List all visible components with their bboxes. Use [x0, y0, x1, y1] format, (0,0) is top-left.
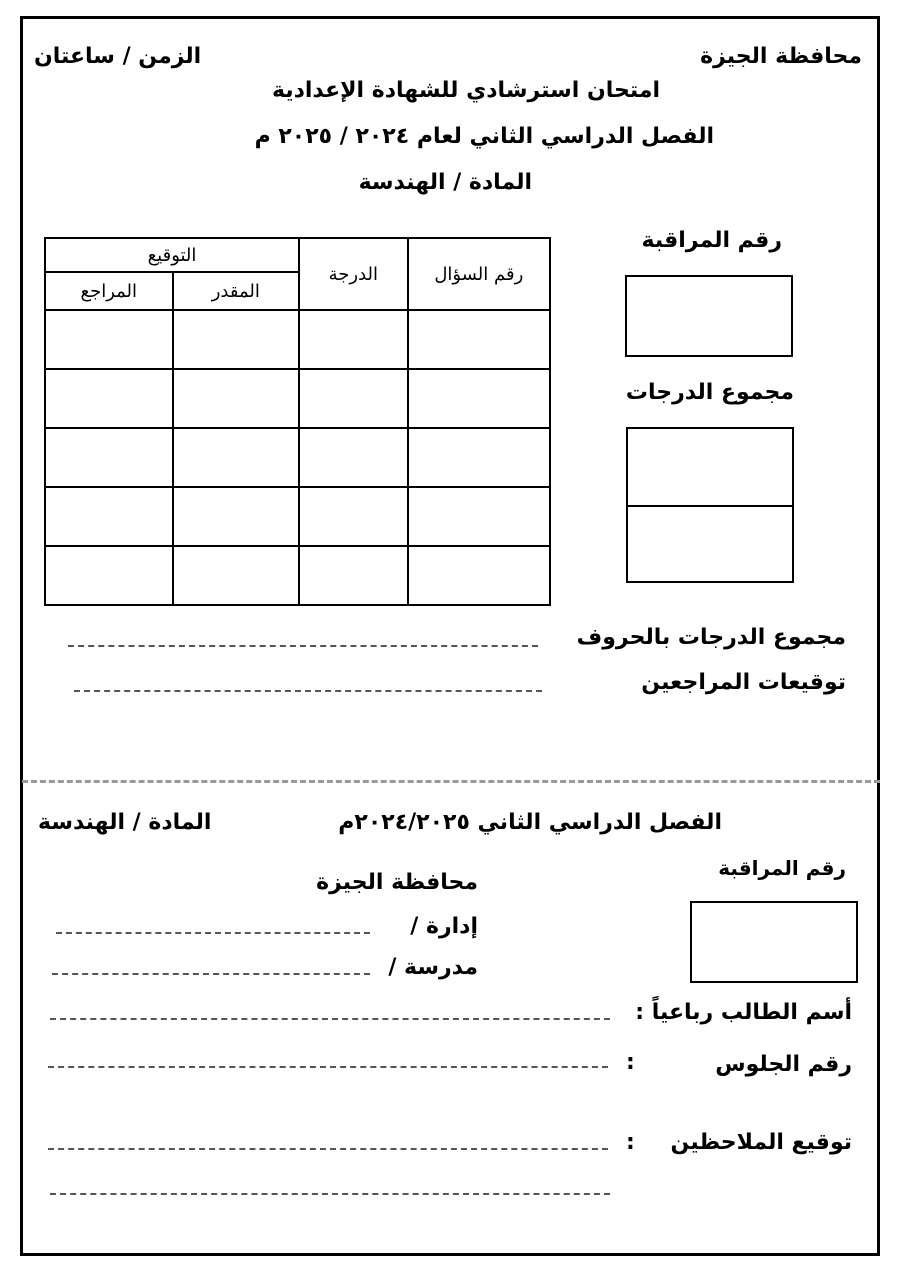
control-number-box[interactable] [625, 275, 793, 357]
reviewers-signatures-line[interactable] [74, 690, 542, 692]
seat-number-label: رقم الجلوس [715, 1052, 852, 1077]
table-cell[interactable] [299, 310, 408, 369]
table-cell[interactable] [173, 369, 299, 428]
table-cell[interactable] [299, 546, 408, 605]
bottom-control-number-box[interactable] [690, 901, 858, 983]
observers-signature-line-2[interactable] [50, 1193, 610, 1195]
subcolumn-reviewer: المراجع [45, 272, 173, 310]
table-cell[interactable] [173, 428, 299, 487]
table-cell[interactable] [45, 369, 173, 428]
subject-line: المادة / الهندسة [358, 170, 532, 195]
student-name-line[interactable] [50, 1018, 610, 1020]
table-row [45, 428, 550, 487]
seat-number-line[interactable] [48, 1066, 608, 1068]
bottom-subject-line: المادة / الهندسة [38, 810, 212, 835]
column-signature: التوقيع [45, 238, 299, 272]
table-row [45, 369, 550, 428]
table-cell[interactable] [408, 487, 550, 546]
table-cell[interactable] [45, 428, 173, 487]
table-cell[interactable] [408, 546, 550, 605]
school-line[interactable] [52, 973, 370, 975]
exam-title: امتحان استرشادي للشهادة الإعدادية [272, 78, 660, 103]
table-cell[interactable] [173, 310, 299, 369]
observers-signature-colon: : [626, 1130, 635, 1155]
bottom-control-number-label: رقم المراقبة [718, 856, 846, 880]
table-cell[interactable] [45, 546, 173, 605]
table-cell[interactable] [299, 369, 408, 428]
observers-signature-label: توقيع الملاحظين [670, 1130, 852, 1155]
table-cell[interactable] [408, 369, 550, 428]
control-number-label: رقم المراقبة [641, 228, 782, 253]
total-grades-label: مجموع الدرجات [625, 380, 794, 405]
semester-line: الفصل الدراسي الثاني لعام ٢٠٢٤ / ٢٠٢٥ م [254, 124, 714, 149]
exam-duration: الزمن / ساعتان [34, 44, 202, 69]
table-cell[interactable] [45, 487, 173, 546]
administration-line[interactable] [56, 932, 370, 934]
total-in-words-line[interactable] [68, 645, 538, 647]
total-in-words-label: مجموع الدرجات بالحروف [576, 625, 846, 650]
cut-line [22, 780, 880, 783]
table-cell[interactable] [408, 428, 550, 487]
governorate-title: محافظة الجيزة [700, 44, 862, 69]
table-cell[interactable] [299, 487, 408, 546]
reviewers-signatures-label: توقيعات المراجعين [641, 670, 846, 695]
total-grades-box[interactable] [626, 427, 794, 583]
column-question-number: رقم السؤال [408, 238, 550, 310]
table-cell[interactable] [173, 487, 299, 546]
table-row [45, 310, 550, 369]
subcolumn-assessor: المقدر [173, 272, 299, 310]
observers-signature-line[interactable] [48, 1148, 608, 1150]
bottom-governorate: محافظة الجيزة [316, 870, 478, 895]
column-grade: الدرجة [299, 238, 408, 310]
table-cell[interactable] [299, 428, 408, 487]
table-cell[interactable] [45, 310, 173, 369]
bottom-semester-line: الفصل الدراسي الثاني ٢٠٢٤/٢٠٢٥م [338, 810, 722, 835]
table-row [45, 487, 550, 546]
total-grades-divider [628, 505, 792, 507]
table-cell[interactable] [173, 546, 299, 605]
table-row [45, 546, 550, 605]
seat-number-colon: : [626, 1050, 635, 1075]
grades-table [44, 237, 551, 606]
table-cell[interactable] [408, 310, 550, 369]
administration-label: إدارة / [410, 914, 478, 939]
school-label: مدرسة / [388, 955, 478, 980]
student-name-label: أسم الطالب رباعياً : [635, 1000, 852, 1025]
